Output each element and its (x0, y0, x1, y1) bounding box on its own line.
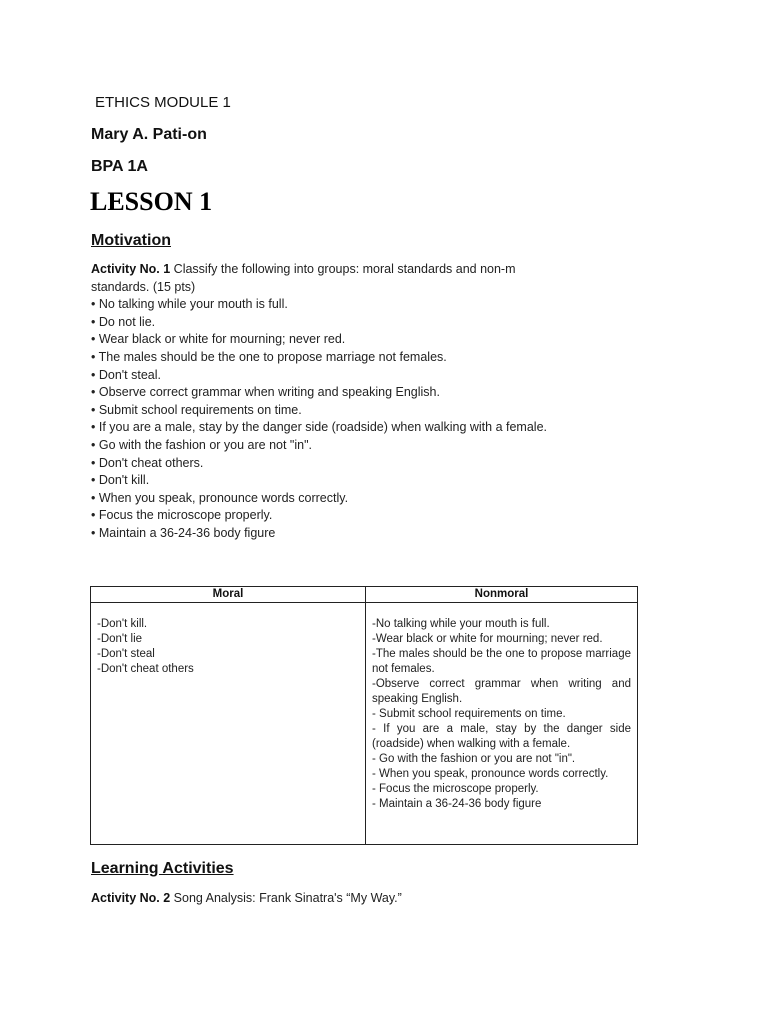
activity-1-instruction-text: Classify the following into groups: moral standards and non-m standards. (15 pts) (91, 262, 516, 294)
classification-table (90, 586, 638, 845)
list-item: - Focus the microscope properly. (372, 783, 539, 795)
list-item: -The males should be the one to propose marriage not females. (372, 648, 631, 675)
activity-2-label: Activity No. 2 (91, 891, 171, 905)
lesson-title: LESSON 1 (90, 187, 213, 216)
list-item: - Go with the fashion or you are not "in". (372, 753, 576, 765)
moral-column-header: Moral (91, 587, 366, 603)
list-item: • Focus the microscope properly. (91, 508, 273, 523)
list-item: • Don't cheat others. (91, 455, 204, 470)
list-item: - When you speak, pronounce words correctly. (372, 768, 609, 780)
activity-2 (91, 890, 402, 907)
list-item: -Don't lie (97, 633, 143, 645)
activity-1 (91, 261, 561, 543)
moral-cell (91, 603, 366, 845)
list-item: -Don't steal (97, 648, 155, 660)
list-item: -Don't cheat others (97, 663, 194, 675)
module-title: ETHICS MODULE 1 (95, 94, 231, 111)
nonmoral-column-header: Nonmoral (366, 587, 638, 603)
list-item: -Observe correct grammar when writing and speaking English. (372, 678, 631, 705)
nonmoral-list (372, 617, 631, 812)
list-item: • Observe correct grammar when writing and speaking English. (91, 385, 440, 400)
list-item: • Don't steal. (91, 367, 161, 382)
list-item: • Don't kill. (91, 473, 150, 488)
list-item: -No talking while your mouth is full. (372, 618, 550, 630)
list-item: - Maintain a 36-24-36 body figure (372, 798, 542, 810)
list-item: • Maintain a 36-24-36 body figure (91, 525, 276, 540)
list-item: • When you speak, pronounce words correctly. (91, 490, 349, 505)
activity-1-label: Activity No. 1 (91, 262, 171, 276)
course-section: BPA 1A (91, 158, 148, 175)
nonmoral-cell (366, 603, 638, 845)
moral-list (97, 617, 359, 677)
activity-1-instruction (91, 261, 561, 296)
standards-list (91, 296, 561, 542)
list-item: • Go with the fashion or you are not "in". (91, 437, 313, 452)
list-item: - If you are a male, stay by the danger side (roadside) when walking with a female. (372, 723, 631, 750)
list-item: • If you are a male, stay by the danger side (roadside) when walking with a female. (91, 420, 547, 435)
table-header-row (91, 587, 638, 603)
motivation-heading: Motivation (91, 232, 171, 249)
list-item: • Do not lie. (91, 314, 156, 329)
list-item: -Don't kill. (97, 618, 148, 630)
list-item: - Submit school requirements on time. (372, 708, 566, 720)
list-item: • No talking while your mouth is full. (91, 297, 288, 312)
table-row (91, 603, 638, 845)
list-item: • The males should be the one to propose marriage not females. (91, 349, 447, 364)
activity-2-text: Song Analysis: Frank Sinatra's “My Way.” (170, 891, 402, 905)
student-name: Mary A. Pati-on (91, 126, 207, 143)
list-item: • Wear black or white for mourning; never red. (91, 332, 346, 347)
list-item: -Wear black or white for mourning; never red. (372, 633, 603, 645)
list-item: • Submit school requirements on time. (91, 402, 302, 417)
learning-activities-heading: Learning Activities (91, 860, 234, 877)
